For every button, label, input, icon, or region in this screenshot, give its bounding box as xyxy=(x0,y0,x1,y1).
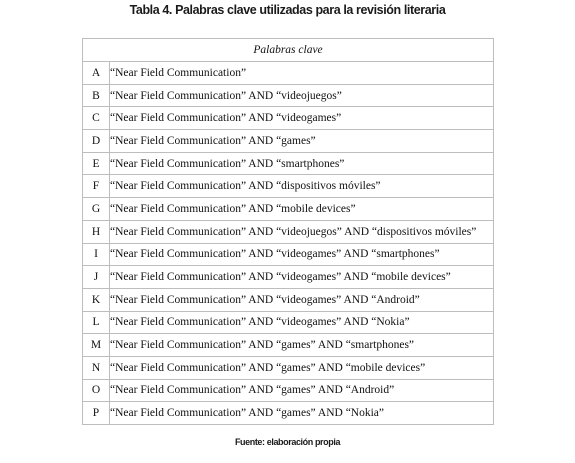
row-query: “Near Field Communication” AND “videogames” AND “Android” xyxy=(110,288,494,311)
row-query: “Near Field Communication” AND “videogames” AND “Nokia” xyxy=(110,311,494,334)
row-query: “Near Field Communication” AND “games” xyxy=(110,130,494,153)
row-letter: M xyxy=(83,334,110,357)
table-row xyxy=(83,311,494,334)
table-caption: Tabla 4. Palabras clave utilizadas para la revisión literaria xyxy=(129,3,446,17)
row-letter: C xyxy=(83,107,110,130)
row-letter: N xyxy=(83,356,110,379)
row-query: “Near Field Communication” AND “mobile devices” xyxy=(110,198,494,221)
table-row xyxy=(83,130,494,153)
row-query: “Near Field Communication” AND “smartphones” xyxy=(110,152,494,175)
row-letter: G xyxy=(83,198,110,221)
row-letter: K xyxy=(83,288,110,311)
table-header: Palabras clave xyxy=(83,39,494,62)
table-row xyxy=(83,84,494,107)
table-row xyxy=(83,243,494,266)
table-row xyxy=(83,175,494,198)
row-letter: A xyxy=(83,62,110,85)
table-row xyxy=(83,107,494,130)
keywords-table xyxy=(82,38,494,425)
row-letter: P xyxy=(83,402,110,425)
row-letter: I xyxy=(83,243,110,266)
row-query: “Near Field Communication” AND “videojuegos” xyxy=(110,84,494,107)
table-header-row xyxy=(83,39,494,62)
row-letter: O xyxy=(83,379,110,402)
table-row xyxy=(83,402,494,425)
row-letter: J xyxy=(83,266,110,289)
row-query: “Near Field Communication” AND “videogames” xyxy=(110,107,494,130)
table-row xyxy=(83,220,494,243)
row-query: “Near Field Communication” AND “videogames” AND “mobile devices” xyxy=(110,266,494,289)
row-letter: E xyxy=(83,152,110,175)
row-letter: H xyxy=(83,220,110,243)
table-body xyxy=(83,62,494,425)
row-letter: B xyxy=(83,84,110,107)
table-source: Fuente: elaboración propia xyxy=(234,437,341,447)
row-query: “Near Field Communication” AND “games” AND “Nokia” xyxy=(110,402,494,425)
table-row xyxy=(83,62,494,85)
row-letter: D xyxy=(83,130,110,153)
row-query: “Near Field Communication” AND “dispositivos móviles” xyxy=(110,175,494,198)
table-row xyxy=(83,356,494,379)
row-query: “Near Field Communication” xyxy=(110,62,494,85)
row-letter: L xyxy=(83,311,110,334)
table-row xyxy=(83,152,494,175)
row-query: “Near Field Communication” AND “videojuegos” AND “dispositivos móviles” xyxy=(110,220,494,243)
row-query: “Near Field Communication” AND “games” AND “mobile devices” xyxy=(110,356,494,379)
table-row xyxy=(83,288,494,311)
row-query: “Near Field Communication” AND “games” AND “Android” xyxy=(110,379,494,402)
row-query: “Near Field Communication” AND “videogames” AND “smartphones” xyxy=(110,243,494,266)
table-row xyxy=(83,334,494,357)
row-query: “Near Field Communication” AND “games” AND “smartphones” xyxy=(110,334,494,357)
row-letter: F xyxy=(83,175,110,198)
table-row xyxy=(83,266,494,289)
table-row xyxy=(83,379,494,402)
table-row xyxy=(83,198,494,221)
